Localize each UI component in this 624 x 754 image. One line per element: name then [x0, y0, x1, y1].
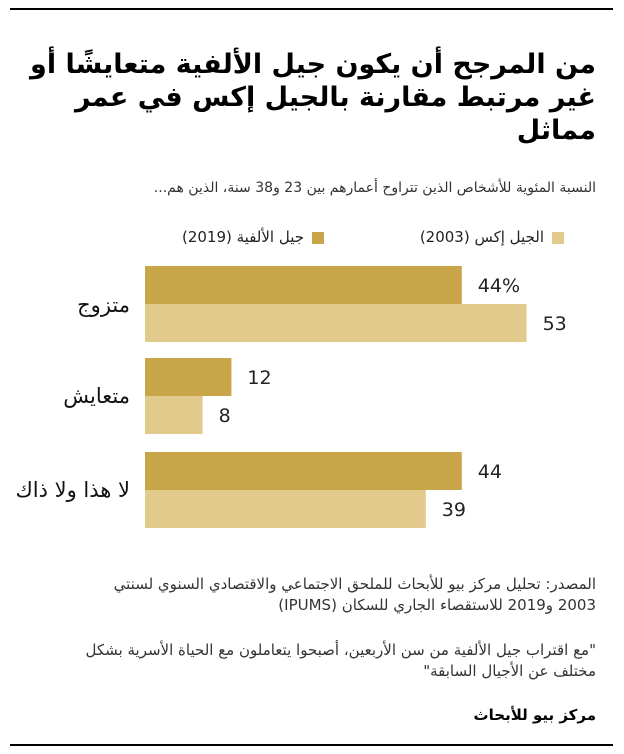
source-note [6, 574, 596, 616]
quote-line-2: مختلف عن الأجيال السابقة" [423, 662, 596, 680]
bar-millennials-married [145, 266, 462, 304]
data-label-millennials-cohabiting: 12 [247, 367, 272, 389]
data-label-genx-married: 53 [542, 313, 567, 335]
source-line-1: المصدر: تحليل مركز بيو للأبحاث للملحق الاجتماعي والاقتصادي السنوي لسنتي [113, 575, 596, 593]
bar-millennials-cohabiting [145, 358, 231, 396]
bottom-rule [10, 744, 613, 746]
legend-label-genx: الجيل إكس (2003) [419, 228, 544, 246]
chart-title: من المرجح أن يكون جيل الألفية متعايشًا أو غير مرتبط مقارنة بالجيل إكس في عمر مماثل [30, 49, 596, 146]
bar-genx-married [145, 304, 527, 342]
category-label-married: متزوج [77, 293, 130, 317]
category-label-neither: لا هذا ولا ذاك [15, 478, 130, 502]
category-label-cohabiting: متعايش [63, 384, 130, 408]
data-label-genx-neither: 39 [441, 499, 466, 521]
legend-label-millennials: جيل الألفية (2019) [181, 228, 304, 246]
brand-name: مركز بيو للأبحاث [473, 706, 596, 724]
source-line-2: 2003 و2019 للاستقصاء الجاري للسكان (IPUMS) [278, 596, 596, 614]
data-label-genx-cohabiting: 8 [218, 405, 231, 427]
quote-note [6, 640, 596, 682]
bar-genx-cohabiting [145, 396, 203, 434]
chart-subtitle: النسبة المئوية للأشخاص الذين تتراوح أعمارهم بين 23 و38 سنة، الذين هم... [153, 180, 596, 196]
quote-line-1: "مع اقتراب جيل الألفية من سن الأربعين، أصبحوا يتعاملون مع الحياة الأسرية بشكل [85, 641, 596, 659]
bar-genx-neither [145, 490, 426, 528]
bar-millennials-neither [145, 452, 462, 490]
data-label-millennials-married: 44% [477, 275, 521, 297]
data-label-millennials-neither: 44 [477, 461, 502, 483]
